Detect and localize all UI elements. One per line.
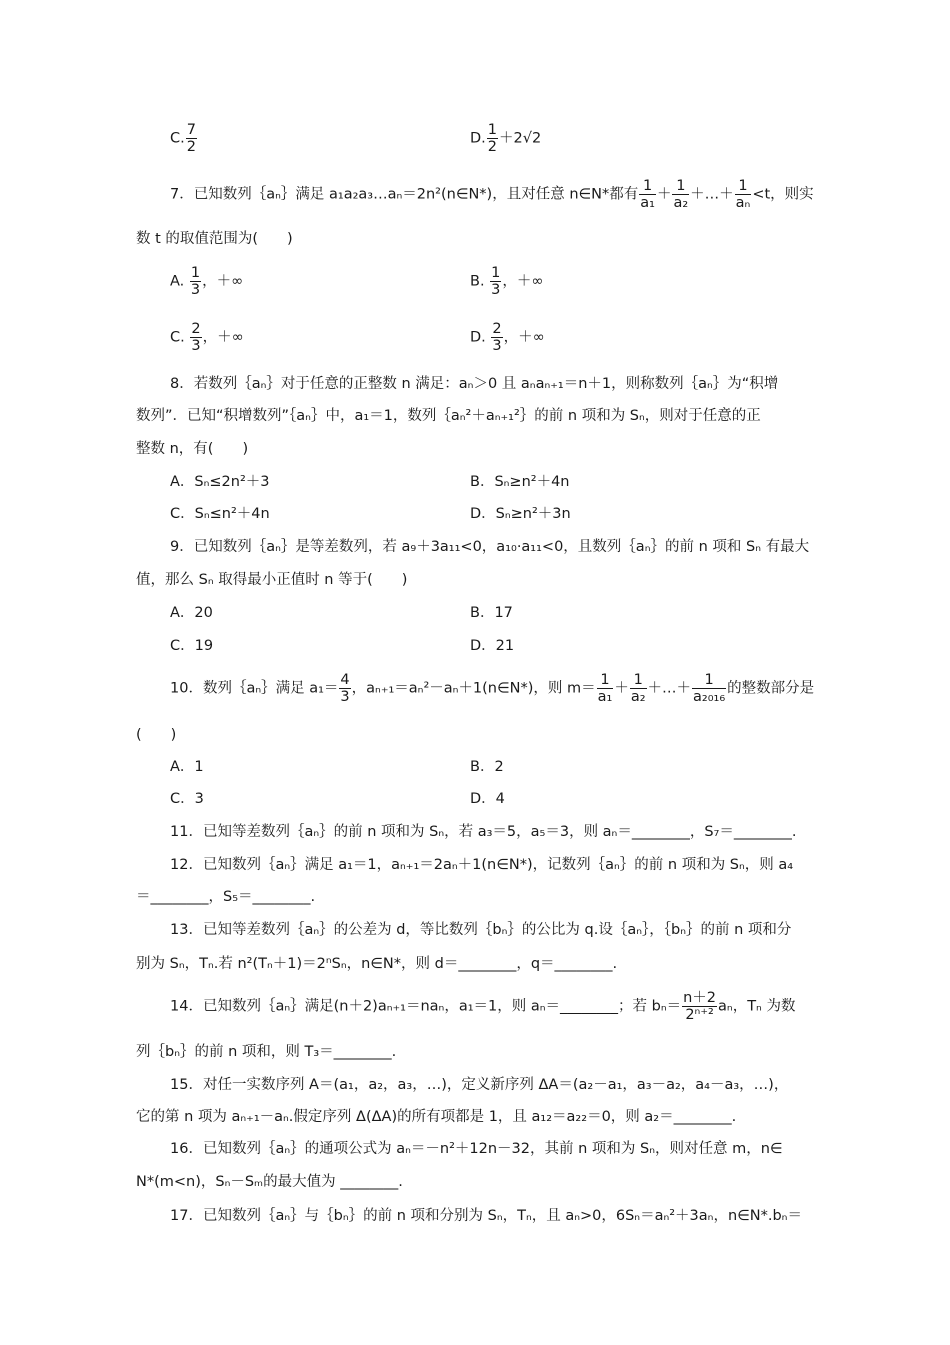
q7-text: <t，则实	[752, 186, 814, 203]
fraction: $\frac{1}{\text{a₁}}$	[597, 672, 613, 705]
fraction: $\frac{2}{3}$	[191, 321, 201, 354]
q10-line-2: ( )	[136, 727, 177, 743]
option-text: ＋2√2	[499, 130, 542, 147]
q7-line-1: 7．已知数列｛aₙ｝满足 a₁a₂a₃…aₙ＝2n²(n∈N*)，且对任意 n∈N*都有 $\frac{1}{\text{a₁}}$ ＋ $\frac{1}{\text{a₂}}$ ＋…＋ $\frac{1}{\text{aₙ}}$ <t，则实	[170, 178, 814, 211]
q8-line-2: 数列”．已知“积增数列”｛aₙ｝中，a₁＝1，数列｛aₙ²＋aₙ₊₁²｝的前 n 项和为 Sₙ，则对于任意的正	[136, 408, 761, 424]
q9-option-c: C．19	[170, 638, 214, 654]
plus-ellipsis: ＋…＋	[690, 186, 734, 203]
q9-line-1: 9．已知数列｛aₙ｝是等差数列，若 a₉＋3a₁₁<0，a₁₀·a₁₁<0，且数列｛aₙ｝的前 n 项和 Sₙ 有最大	[170, 539, 810, 555]
fraction: $\frac{1}{\text{a₂}}$	[673, 178, 689, 211]
q9-option-b: B．17	[470, 605, 513, 621]
fraction: $\frac{4}{3}$	[340, 672, 350, 705]
q15-line-1: 15．对任一实数序列 A＝(a₁，a₂，a₃，…)，定义新序列 ΔA＝(a₂－a₁，a₃－a₂，a₄－a₃，…)，	[170, 1077, 789, 1093]
q10-option-c: C．3	[170, 791, 204, 807]
fraction: $\frac{1}{\text{a₂}}$	[630, 672, 646, 705]
q8-option-b: B．Sₙ≥n²＋4n	[470, 474, 570, 490]
q10-option-b: B．2	[470, 759, 504, 775]
q12-line-1: 12．已知数列｛aₙ｝满足 a₁＝1，aₙ₊₁＝2aₙ＋1(n∈N*)，记数列｛aₙ｝的前 n 项和为 Sₙ，则 a₄	[170, 857, 794, 873]
q7-line-2: 数 t 的取值范围为( )	[136, 231, 293, 247]
q15-line-2: 它的第 n 项为 aₙ₊₁－aₙ.假定序列 Δ(ΔA)的所有项都是 1，且 a₁₂＝a₂₂＝0，则 a₂＝________.	[136, 1109, 737, 1125]
fraction: $\frac{7}{2}$	[186, 122, 196, 155]
q13-line-1: 13．已知等差数列｛aₙ｝的公差为 d，等比数列｛bₙ｝的公比为 q.设｛aₙ｝，｛bₙ｝的前 n 项和分	[170, 922, 792, 938]
fraction: $\frac{1}{\text{a₂₀₁₆}}$	[693, 672, 726, 705]
q7-option-b: B. $\frac{1}{3}$ ，＋∞	[470, 265, 544, 298]
q12-line-2: ＝________，S₅＝________.	[136, 889, 316, 905]
q9-line-2: 值，那么 Sₙ 取得最小正值时 n 等于( )	[136, 572, 408, 588]
option-d	[470, 122, 541, 155]
fraction: $\frac{2}{3}$	[492, 321, 502, 354]
option-label: D.	[470, 130, 486, 147]
q7-option-c: C. $\frac{2}{3}$ ，＋∞	[170, 321, 244, 354]
fraction: $\frac{1}{\text{a₁}}$	[640, 178, 655, 211]
q10-line-1: 10．数列｛aₙ｝满足 a₁＝ $\frac{4}{3}$ ，aₙ₊₁＝aₙ²－aₙ＋1(n∈N*)，则 m＝ $\frac{1}{\text{a₁}}$ ＋ $\frac{1}{\text{a₂}}$ ＋…＋ $\frac{1}{\text{a₂₀₁₆}}$ 的整数部分是	[170, 672, 815, 705]
q13-line-2: 别为 Sₙ，Tₙ.若 n²(Tₙ＋1)＝2ⁿSₙ，n∈N*，则 d＝________，q＝________.	[136, 956, 618, 972]
q14-line-1: 14．已知数列｛aₙ｝满足(n＋2)aₙ₊₁＝naₙ，a₁＝1，则 aₙ＝________；若 bₙ＝ $\frac{n+2}{\text{2ⁿ⁺²}}$ aₙ，Tₙ 为数	[170, 990, 796, 1023]
fraction: $\frac{1}{3}$	[190, 265, 201, 298]
q14-line-2: 列｛bₙ｝的前 n 项和，则 T₃＝________.	[136, 1044, 397, 1060]
q8-option-c: C．Sₙ≤n²＋4n	[170, 506, 270, 522]
q8-option-d: D．Sₙ≥n²＋3n	[470, 506, 571, 522]
q11-line-1: 11．已知等差数列｛aₙ｝的前 n 项和为 Sₙ，若 a₃＝5，a₅＝3，则 aₙ＝________，S₇＝________.	[170, 824, 797, 840]
q8-option-a: A．Sₙ≤2n²＋3	[170, 474, 270, 490]
q17-line-1: 17．已知数列｛aₙ｝与｛bₙ｝的前 n 项和分别为 Sₙ，Tₙ，且 aₙ>0，6Sₙ＝aₙ²＋3aₙ，n∈N*.bₙ＝	[170, 1208, 802, 1224]
fraction: $\frac{1}{3}$	[491, 265, 501, 298]
option-label: C.	[170, 130, 185, 147]
q10-option-a: A．1	[170, 759, 204, 775]
q16-line-1: 16．已知数列｛aₙ｝的通项公式为 aₙ＝－n²＋12n－32，其前 n 项和为 Sₙ，则对任意 m，n∈	[170, 1141, 783, 1157]
q10-option-d: D．4	[470, 791, 505, 807]
fraction: $\frac{1}{\text{aₙ}}$	[735, 178, 751, 211]
option-c	[170, 122, 198, 155]
q7-option-a: A. $\frac{1}{3}$ ，＋∞	[170, 265, 244, 298]
q7-option-d: D. $\frac{2}{3}$ ，＋∞	[470, 321, 545, 354]
fraction: $\frac{n+2}{\text{2ⁿ⁺²}}$	[683, 990, 717, 1023]
q9-option-d: D．21	[470, 638, 515, 654]
q8-line-3: 整数 n，有( )	[136, 441, 249, 457]
fraction: $\frac{1}{2}$	[487, 122, 498, 155]
q8-line-1: 8．若数列｛aₙ｝对于任意的正整数 n 满足：aₙ＞0 且 aₙaₙ₊₁＝n＋1，则称数列｛aₙ｝为“积增	[170, 376, 779, 392]
q16-line-2: N*(m<n)，Sₙ－Sₘ的最大值为 ________.	[136, 1174, 403, 1190]
q9-option-a: A．20	[170, 605, 213, 621]
q7-text: 7．已知数列｛aₙ｝满足 a₁a₂a₃…aₙ＝2n²(n∈N*)，且对任意 n∈N*都有	[170, 186, 639, 203]
